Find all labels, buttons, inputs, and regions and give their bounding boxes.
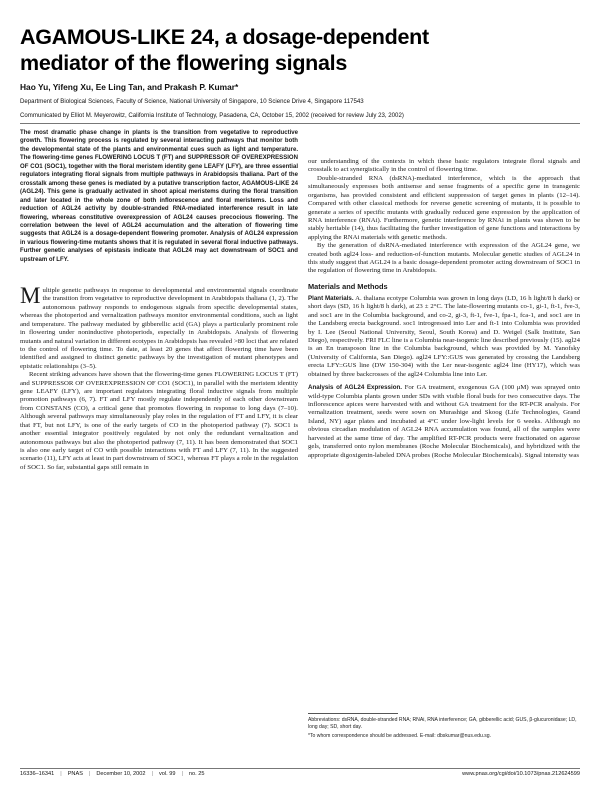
affiliation: Department of Biological Sciences, Faculty of Science, National University of Singapore, 10 Science Drive 4, Singapore 117543: [20, 98, 364, 105]
correspondence-footnote: *To whom correspondence should be addressed. E-mail: dbskumar@nus.edu.sg.: [308, 733, 491, 740]
intro-paragraph-4: Double-stranded RNA (dsRNA)-mediated interference, which is the approach that simultaneously expresses both antisense and sense fragments of a specific gene in transgenic organisms, has provided consistent and efficient suppression of target genes in plants (12–14). Compared with other classical methods for reverse genetic screening of mutants, it is possible to generate a series of specific mutants with gradually reduced gene expression by the application of RNA interference (RNAi). Furthermore, genetic interference by RNAi in plants was shown to be stably heritable (14), thus facilitating the further investigation of gene functions and interactions by applying the RNAi materials with genetic methods.: [308, 174, 580, 241]
volume: vol. 99: [158, 771, 176, 777]
communicated-by: Communicated by Elliot M. Meyerowitz, California Institute of Technology, Pasadena, CA, October 15, 2002 (received for review July 23, 2002): [20, 112, 404, 119]
plant-materials-paragraph: [308, 295, 580, 379]
intro-paragraph-2: Recent striking advances have shown that the flowering-time genes FLOWERING LOCUS T (FT) and SUPPRESSOR OF OVEREXPRESSION OF CO1 (SOC1), in parallel with the meristem identity gene LEAFY (LFY), are important regulators integrating floral inductive signals from multiple promotion pathways (6, 7). FT and LFY mostly regulate independently of each other downstream from CONSTANS (CO), a critical gene that promotes flowering in response to long days (7–10). Although several pathways may simultaneously play roles in the regulation of FT and LFY, it is clear that FT, but not LFY, is one of the early targets of CO in the photoperiod pathway (7). SOC1 is another essential integrator positively regulated by not only the redundant vernalization and autonomous pathways but also the photoperiod pathway (7, 11). It has been demonstrated that SOC1 is also one early target of CO with possible interactions with FT and LFY (7, 11). In the suggested scenario (11), LFY acts at least in part downstream of SOC1, whereas FT plays a role in the regulation of SOC1. So far, substantial gaps still remain in: [20, 371, 298, 471]
footer-citation: 16336–16341 | PNAS | December 10, 2002 | vol. 99 | no. 25: [20, 771, 205, 777]
plant-materials-text: A. thaliana ecotype Columbia was grown in long days (LD, 16 h light/8 h dark) or short days (SD, 16 h light/8 h dark), at 23 ± 2°C. The late-flowering mutants co-1, gi-1, ft-1, fve-3, and soc1 are in the Columbia background, and co-2, gi-3, ft-1, fve-1, fpa-1, fca-1, and soc1 are in the Landsberg erecta background. soc1 introgressed into Ler and ft-1 into Columbia was provided by I. Lee (Seoul National University, Seoul, South Korea) and D. Weigel (Salk Institute, San Diego), respectively. FRI FLC line is a Columbia near-isogenic line described previously (15). agl24 is an En transposon line in the Columbia background, which was provided by M. Yanofsky (University of California, San Diego). agl24 LFY::GUS was generated by crossing the Landsberg erecta LFY::GUS line (DW 150-304) with the Ler near-isogenic agl24 line (HY17), which was obtained by three backcrosses of the agl24 Columbia line into Ler.: [308, 294, 580, 378]
abbreviations-footnote: Abbreviations: dsRNA, double-stranded RNA; RNAi, RNA interference; GA, gibberellic acid; GUS, β-glucuronidase; LD, long day; SD, short day.: [308, 717, 577, 730]
header-rule: [20, 123, 580, 124]
footer-rule: [20, 768, 580, 769]
intro-paragraph-1: Multiple genetic pathways in response to developmental and environmental signals coordinate the transition from vegetative to reproductive development in Arabidopsis thaliana (1, 2). The autonomous pathway responds to endogenous signals from specific developmental states, whereas the photoperiod and vernalization pathways monitor environmental conditions, such as light and temperature. The pathway mediated by gibberellic acid (GA) plays a particularly prominent role in flowering under noninductive photoperiods, especially in Arabidopsis. Analysis of flowering mutants and natural variation in different ecotypes in Arabidopsis has revealed >80 loci that are related to the control of flowering time. To date, at least 20 genes that affect flowering time have been identified and assigned to distinct genetic pathways by the investigation of mutant phenotypes and epistatic relationships (3–5).: [20, 283, 298, 370]
page-range: 16336–16341: [20, 771, 55, 777]
expression-analysis-paragraph: [308, 384, 580, 460]
intro-paragraph-5: By the generation of dsRNA-mediated interference with expression of the AGL24 gene, we created both agl24 loss- and reduction-of-function mutants. Molecular genetic studies of AGL24 in this study suggest that AGL24 is a basic dosage-dependent promoter acting downstream of SOC1 in the regulation of flowering time in Arabidopsis.: [308, 242, 580, 275]
intro-paragraph-3: our understanding of the contexts in which these basic regulators integrate floral signals and crosstalk to act synergistically in the control of flowering time.: [308, 158, 580, 174]
body-column-right: [308, 158, 580, 460]
doi-link[interactable]: www.pnas.org/cgi/doi/10.1073/pnas.212624599: [462, 771, 580, 777]
journal-name: PNAS: [67, 771, 83, 777]
plant-materials-heading: Plant Materials.: [308, 294, 354, 302]
section-heading-methods: Materials and Methods: [308, 281, 388, 291]
footnotes: [308, 717, 580, 743]
author-list: Hao Yu, Yifeng Xu, Ee Ling Tan, and Prakash P. Kumar*: [20, 82, 239, 92]
issue-number: no. 25: [188, 771, 205, 777]
abstract: The most dramatic phase change in plants is the transition from vegetative to reproductive growth. This flowering process is regulated by several interacting pathways that monitor both the developmental state of the plants and environmental cues such as light and temperature. The flowering-time genes FLOWERING LOCUS T (FT) and SUPPRESSOR OF OVEREXPRESSION OF CO1 (SOC1), together with the floral meristem identity gene LEAFY (LFY), are three essential regulators integrating floral signals from multiple pathways in Arabidopsis thaliana. Part of the crosstalk among these genes is mediated by a putative transcription factor, AGAMOUS-LIKE 24 (AGL24). This gene is gradually activated in shoot apical meristems during the floral transition and later located in the whole zone of both inflorescence and floral meristems. Loss and reduction of AGL24 activity by double-stranded RNA-mediated interference result in late flowering, whereas constitutive overexpression of AGL24 causes precocious flowering. The correlation between the level of AGL24 accumulation and the alteration of flowering time suggests that AGL24 is a dosage-dependent flowering promoter. Analysis of AGL24 expression in various flowering-time mutants shows that it is regulated in several floral inductive pathways. Further genetic analyses of epistasis indicate that AGL24 may act downstream of SOC1 and upstream of LFY.: [20, 130, 298, 263]
issue-date: December 10, 2002: [96, 771, 146, 777]
page-footer: [20, 770, 580, 778]
footnote-rule: [308, 713, 398, 714]
expression-analysis-text: For GA treatment, exogenous GA (100 μM) was sprayed onto wild-type Columbia plants grown under SDs with visible floral buds for two consecutive days. The inflorescence apices were harvested with and without GA treatment for the RT-PCR analysis. For vernalization treatment, seeds were sown on Murashige and Skoog (Life Technologies, Grand Island, NY) agar plates and incubated at 4°C under low-light levels for 6 weeks. Although no obvious circadian modulation of AGL24 RNA accumulation was found, all of the samples were harvested at the same time of day. The amplified RT-PCR products were fractionated on agarose gels, transferred onto nylon membranes (Roche Molecular Biochemicals), and hybridized with the appropriate digoxigenin-labeled DNA probes (Roche Molecular Biochemicals). Signal intensity was: [308, 384, 580, 459]
expression-analysis-heading: Analysis of AGL24 Expression.: [308, 384, 402, 392]
paper-title: AGAMOUS-LIKE 24, a dosage-dependent mediator of the flowering signals: [20, 25, 429, 75]
body-column-left: [20, 283, 298, 472]
